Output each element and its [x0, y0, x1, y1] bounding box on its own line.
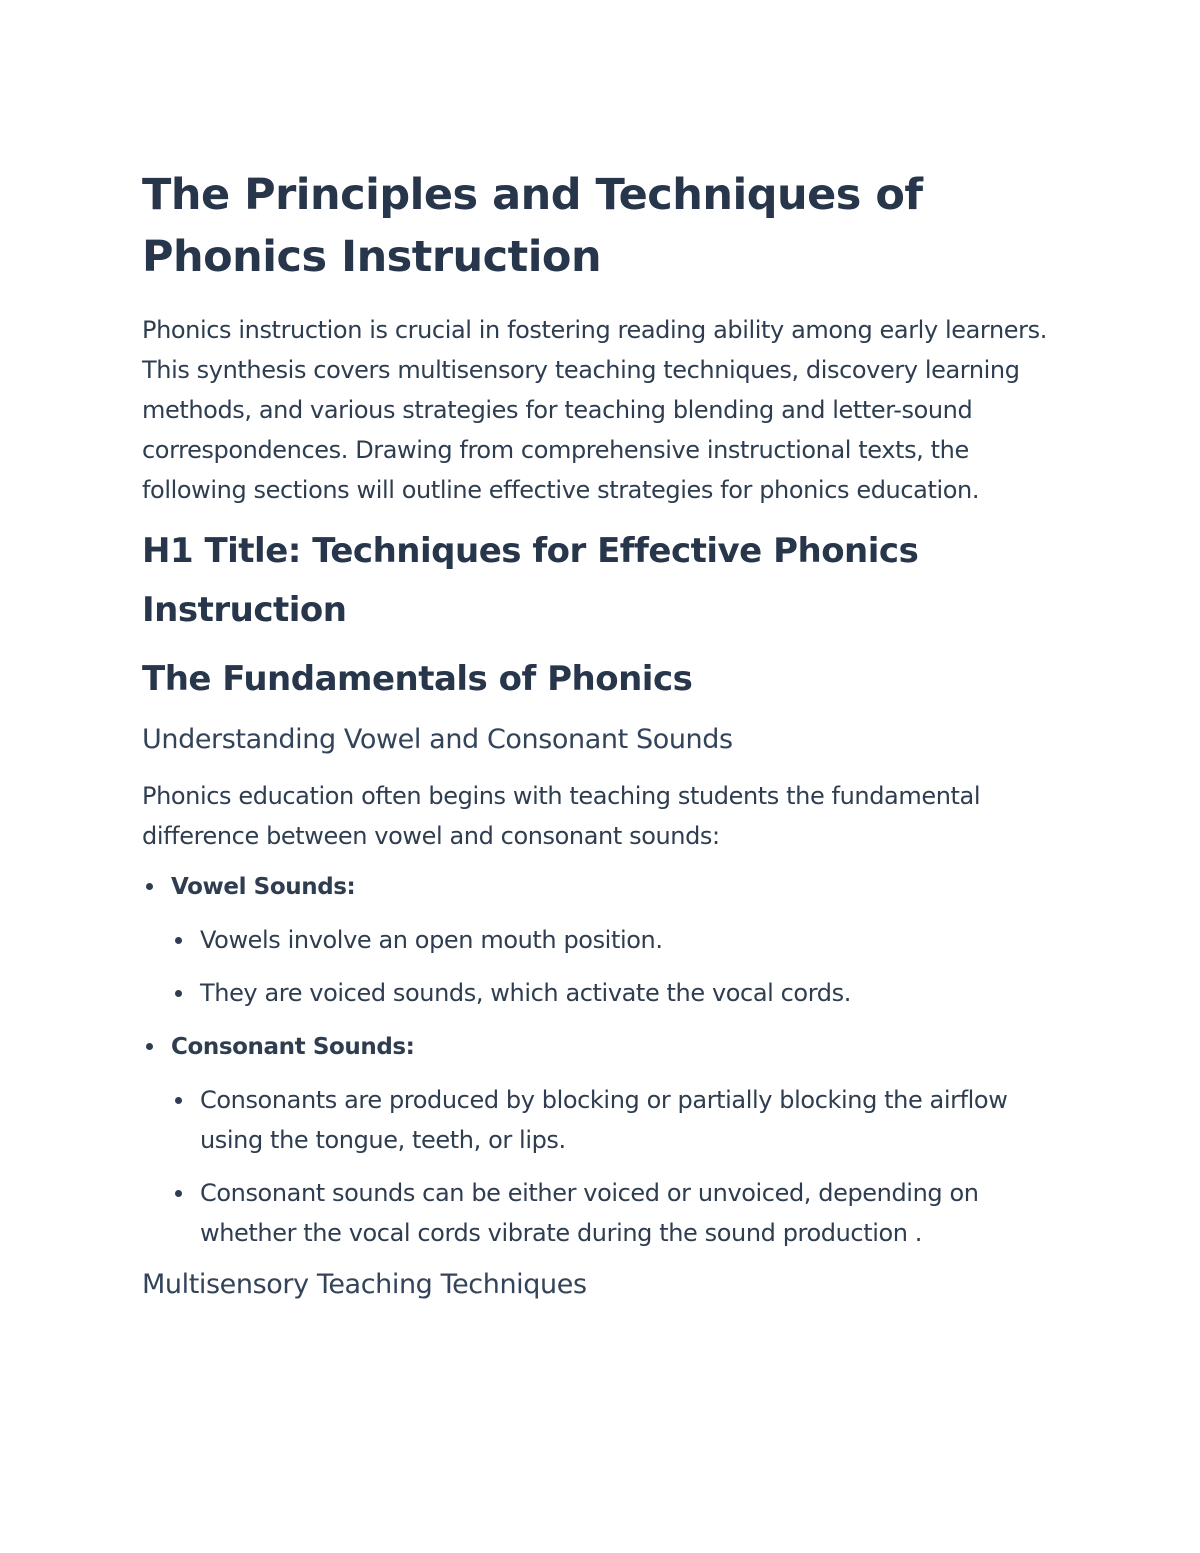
section-title: H1 Title: Techniques for Effective Phonics Instruction — [142, 531, 919, 630]
vowel-consonant-subheading: Understanding Vowel and Consonant Sounds — [142, 724, 733, 755]
list-item-vowel-sounds — [142, 866, 1062, 1013]
fundamentals-paragraph: Phonics education often begins with teaching students the fundamental difference between vowel and consonant sounds: — [142, 782, 981, 850]
bullet-icon — [146, 883, 153, 890]
sublist-item-text: Consonants are produced by blocking or partially blocking the airflow using the tongue, teeth, or lips. — [200, 1086, 1008, 1154]
bullet-icon — [175, 990, 182, 997]
bullet-icon — [175, 937, 182, 944]
sounds-list — [142, 866, 1062, 1253]
bullet-icon — [175, 1190, 182, 1197]
document-page — [142, 164, 1062, 1305]
sublist-item-text: Vowels involve an open mouth position. — [200, 926, 663, 954]
bullet-icon — [146, 1043, 153, 1050]
sublist-item — [171, 1080, 1062, 1160]
vowel-sublist — [171, 920, 1062, 1013]
bullet-icon — [175, 1097, 182, 1104]
consonant-sounds-label: Consonant Sounds: — [171, 1034, 415, 1060]
consonant-sublist — [171, 1080, 1062, 1253]
document-title: The Principles and Techniques of Phonics Instruction — [142, 170, 923, 282]
sublist-item — [171, 973, 1062, 1013]
fundamentals-heading: The Fundamentals of Phonics — [142, 659, 693, 699]
sublist-item-text: They are voiced sounds, which activate the vocal cords. — [200, 979, 851, 1007]
vowel-sounds-label: Vowel Sounds: — [171, 874, 356, 900]
intro-paragraph: Phonics instruction is crucial in fostering reading ability among early learners. This synthesis covers multisensory teaching techniques, discovery learning methods, and various strategies for teaching blending and letter-sound correspondences. Drawing from comprehensive instructional texts, the following sections will outline effective strategies for phonics education. — [142, 316, 1047, 504]
multisensory-subheading: Multisensory Teaching Techniques — [142, 1269, 587, 1300]
sublist-item — [171, 1173, 1062, 1253]
list-item-consonant-sounds — [142, 1026, 1062, 1253]
sublist-item — [171, 920, 1062, 960]
sublist-item-text: Consonant sounds can be either voiced or unvoiced, depending on whether the vocal cords vibrate during the sound production . — [200, 1179, 979, 1247]
